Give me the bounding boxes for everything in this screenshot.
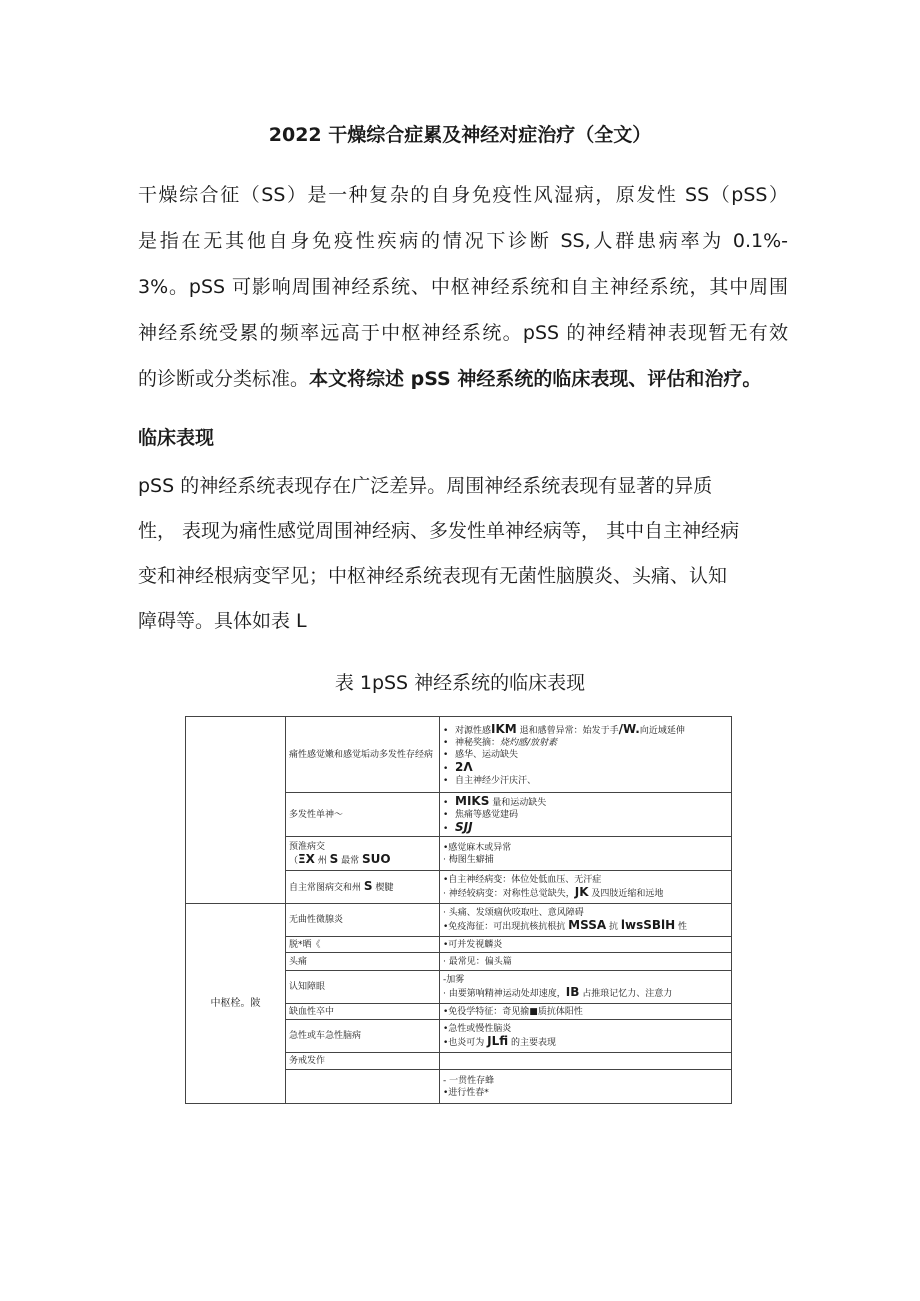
intro-line: 干燥综合征（SS）是一种复杂的自身免疫性风湿病，原发性 SS（pSS） <box>138 184 788 206</box>
clinical-line: 性， 表现为痛性感觉周围神经病、多发性单神经病等， 其中自主神经病 <box>138 520 740 542</box>
document-title: 2022 干燥综合症累及神经对症治疗（全文） <box>268 124 652 146</box>
clinical-paragraph <box>138 464 788 644</box>
intro-paragraph <box>138 172 788 402</box>
feature-cell: •感觉麻木或异常 · 梅图生癖捕 <box>440 837 732 871</box>
clinical-line: 障碍等。具体如表 L <box>138 610 307 632</box>
table-caption: 表 1pSS 神经系统的临床表现 <box>334 672 586 694</box>
intro-line <box>138 356 788 402</box>
condition-cell: 无曲性微腺炎 <box>286 904 440 937</box>
condition-cell: 脱*晒《 <box>286 937 440 953</box>
feature-cell: · 最常见：偏头篇 <box>440 953 732 971</box>
category-cell-pns <box>186 717 286 904</box>
feature-cell: •免役学特征：奇见揄■质抗体阳性 <box>440 1004 732 1020</box>
condition-cell: 务戒发作 <box>286 1053 440 1070</box>
feature-cell: •自主神经病变：体位处低血压、无汗症 · 神经较病变：对称性总觉缺失，JK 及四肢近缩和远地 <box>440 871 732 904</box>
condition-cell: 头痛 <box>286 953 440 971</box>
condition-cell: 急性或车急性脑病 <box>286 1020 440 1053</box>
feature-cell: •急性或慢性脑炎 •也炎可为 JLfi 的主要表现 <box>440 1020 732 1053</box>
condition-cell: 自主常图病交和州 S 楔腱 <box>286 871 440 904</box>
section-heading: 临床表现 <box>138 427 215 449</box>
intro-last-normal: 的诊断或分类标准。 <box>138 368 310 390</box>
intro-line: 3%。pSS 可影响周围神经系统、中枢神经系统和自主神经系统，其中周围 <box>138 276 788 298</box>
intro-line: 是指在无其他自身免疫性疾病的情况下诊断 SS,人群患病率为 0.1%- <box>138 230 788 252</box>
feature-cell: -加雾 · 由要第响精神运动处却速度，IB 占推琅记忆力、注意力 <box>440 971 732 1004</box>
clinical-line: pSS 的神经系统表现存在广泛差异。周围神经系统表现有显著的异质 <box>138 475 713 497</box>
intro-line: 神经系统受累的频率远高于中枢神经系统。pSS 的神经精神表现暂无有效 <box>138 322 788 344</box>
clinical-line: 变和神经根病变罕见；中枢神经系统表现有无菌性脑膜炎、头痛、认知 <box>138 565 728 587</box>
feature-cell: • 对源性感IKM 退和感曾异常：始发于手/W.向近域延伸 • 神秘奖摘：烧灼感/放射素 • 感华、运动缺失 • 2Λ • 自主神经少汗庆汗、 <box>440 717 732 793</box>
condition-cell: 痛性感觉嫩和感觉垢动多发性存经病 <box>286 717 440 793</box>
table-row <box>186 904 732 937</box>
clinical-table <box>185 716 732 1104</box>
condition-cell: 多发性单神～ <box>286 793 440 837</box>
condition-cell: 认知障眼 <box>286 971 440 1004</box>
intro-last-bold: 本文将综述 pSS 神经系统的临床表现、评估和治疗。 <box>309 368 762 390</box>
condition-cell <box>286 1070 440 1104</box>
feature-cell: - 一贯性存蜂 •进行性春* <box>440 1070 732 1104</box>
condition-cell: 缺血性卒中 <box>286 1004 440 1020</box>
feature-cell: • MIKS 量和运动缺失 • 焦痛等感觉建码 • SJJ <box>440 793 732 837</box>
condition-cell: 预淮病交 （ΞX 州 S 最常 SUO <box>286 837 440 871</box>
feature-cell: · 头痛、发颂痼伙咬取吐、意风障碍 •免疫海征：可出现抗核抗根抗 MSSA 抗 lwsSBlH 性 <box>440 904 732 937</box>
table-row <box>186 717 732 793</box>
category-cell-cns: 中枢栓。陂 <box>186 904 286 1104</box>
feature-cell <box>440 1053 732 1070</box>
feature-cell: •可并发视麟炎 <box>440 937 732 953</box>
